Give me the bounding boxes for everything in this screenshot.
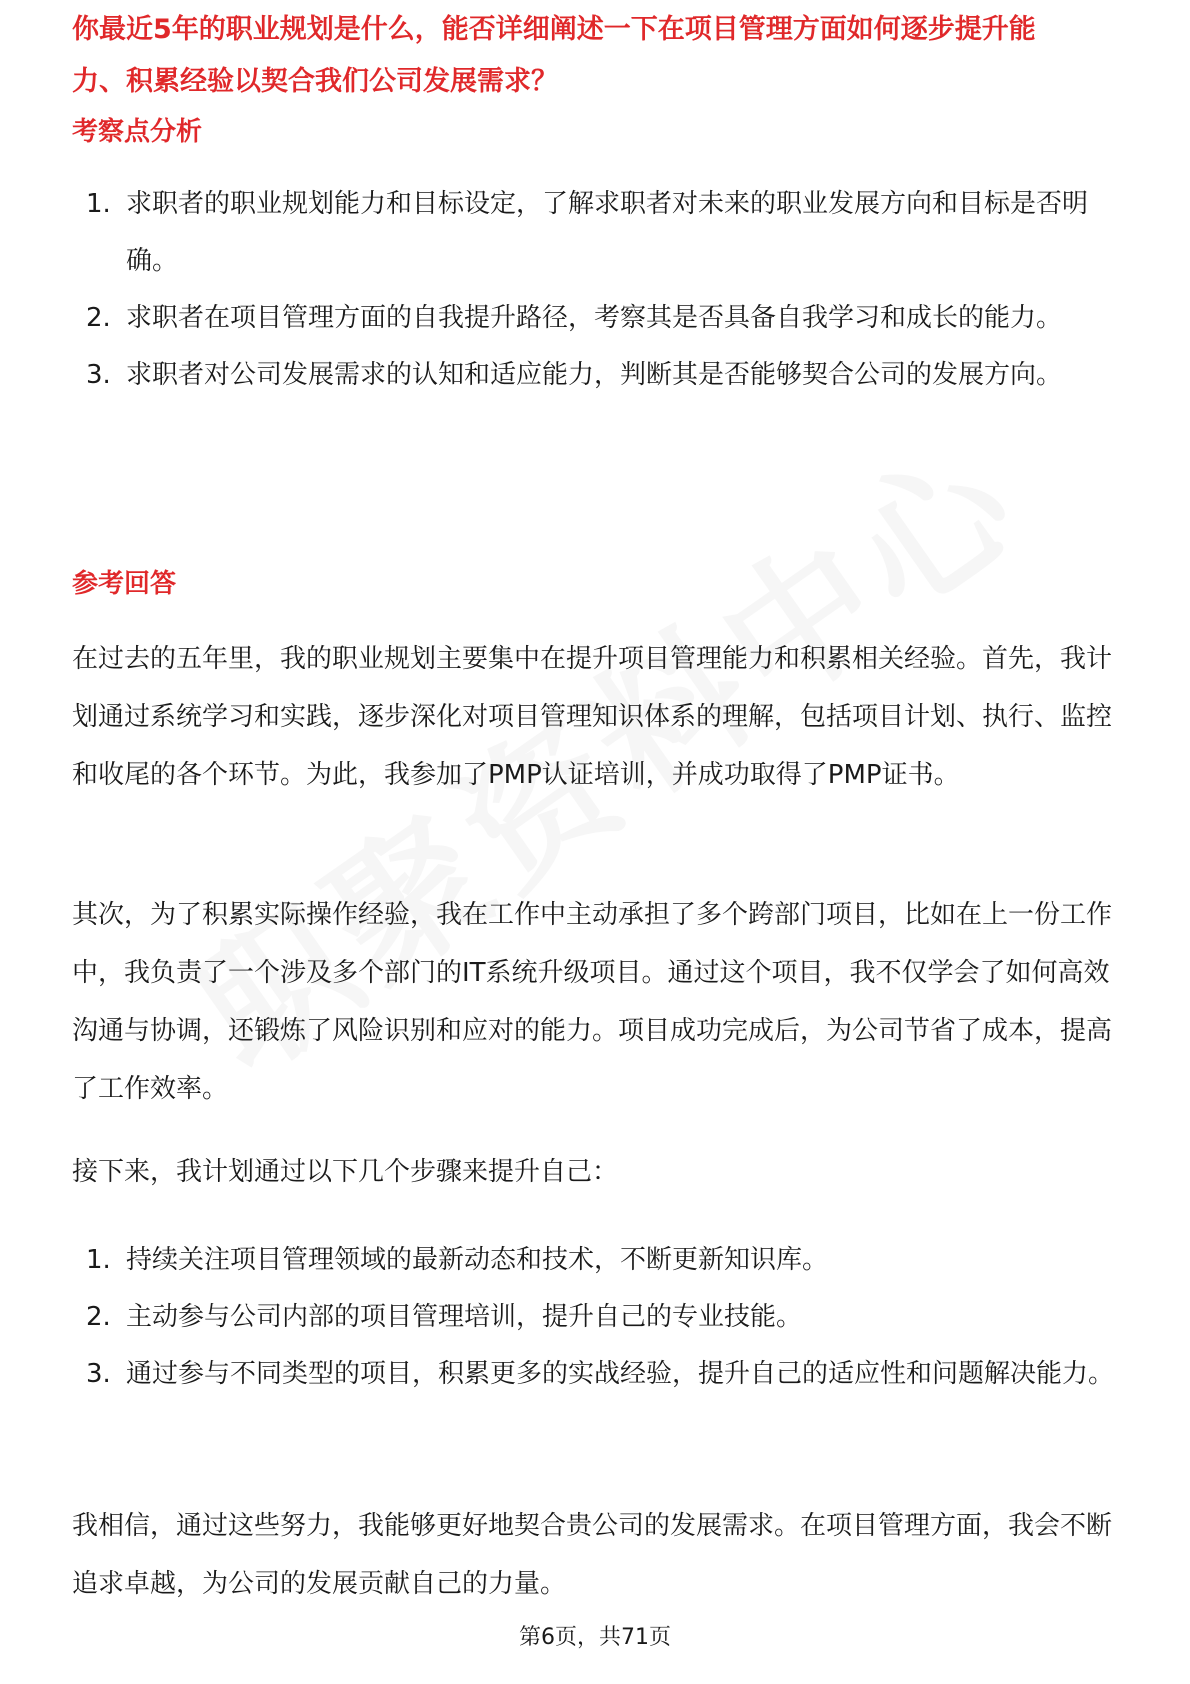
question-line-1: 你最近5年的职业规划是什么，能否详细阐述一下在项目管理方面如何逐步提升能 <box>72 14 1036 45</box>
list-item <box>72 290 1122 347</box>
page-number: 第6页，共71页 <box>519 1625 671 1650</box>
watermark <box>147 418 1114 1262</box>
answer-paragraph-1: 在过去的五年里，我的职业规划主要集中在提升项目管理能力和积累相关经验。首先，我计划通过系统学习和实践，逐步深化对项目管理知识体系的理解，包括项目计划、执行、监控和收尾的各个环节。为此，我参加了PMP认证培训，并成功取得了PMP证书。 <box>72 644 1113 790</box>
question-line-2: 力、积累经验以契合我们公司发展需求？ <box>72 66 558 97</box>
list-item <box>72 347 1122 404</box>
answer-paragraph-2: 其次，为了积累实际操作经验，我在工作中主动承担了多个跨部门项目，比如在上一份工作中，我负责了一个涉及多个部门的IT系统升级项目。通过这个项目，我不仅学会了如何高效沟通与协调，还锻炼了风险识别和应对的能力。项目成功完成后，为公司节省了成本，提高了工作效率。 <box>72 900 1113 1104</box>
analysis-title: 考察点分析 <box>72 117 203 147</box>
list-item-text: 持续关注项目管理领域的最新动态和技术，不断更新知识库。 <box>126 1245 829 1275</box>
list-item <box>72 1289 1122 1346</box>
list-item <box>72 176 1122 290</box>
list-item <box>72 1346 1122 1403</box>
list-item-number: 3. <box>86 360 111 390</box>
answer-title: 参考回答 <box>72 569 177 599</box>
list-item-number: 1. <box>86 189 111 219</box>
list-item <box>72 1232 1122 1289</box>
list-item-number: 3. <box>86 1359 111 1389</box>
list-item-text: 求职者对公司发展需求的认知和适应能力，判断其是否能够契合公司的发展方向。 <box>126 360 1063 390</box>
steps-list <box>72 1232 1122 1403</box>
analysis-list <box>72 176 1122 404</box>
list-item-text: 主动参与公司内部的项目管理培训，提升自己的专业技能。 <box>126 1302 803 1332</box>
list-item-text: 求职者在项目管理方面的自我提升路径，考察其是否具备自我学习和成长的能力。 <box>126 303 1063 333</box>
question-heading <box>72 14 1122 108</box>
list-item-number: 2. <box>86 1302 111 1332</box>
answer-paragraph-3: 接下来，我计划通过以下几个步骤来提升自己： <box>72 1157 619 1187</box>
list-item-text: 通过参与不同类型的项目，积累更多的实战经验，提升自己的适应性和问题解决能力。 <box>126 1359 1115 1389</box>
list-item-number: 2. <box>86 303 111 333</box>
answer-paragraph-4: 我相信，通过这些努力，我能够更好地契合贵公司的发展需求。在项目管理方面，我会不断追求卓越，为公司的发展贡献自己的力量。 <box>72 1511 1113 1599</box>
list-item-number: 1. <box>86 1245 111 1275</box>
list-item-text: 求职者的职业规划能力和目标设定，了解求职者对未来的职业发展方向和目标是否明确。 <box>126 189 1089 276</box>
